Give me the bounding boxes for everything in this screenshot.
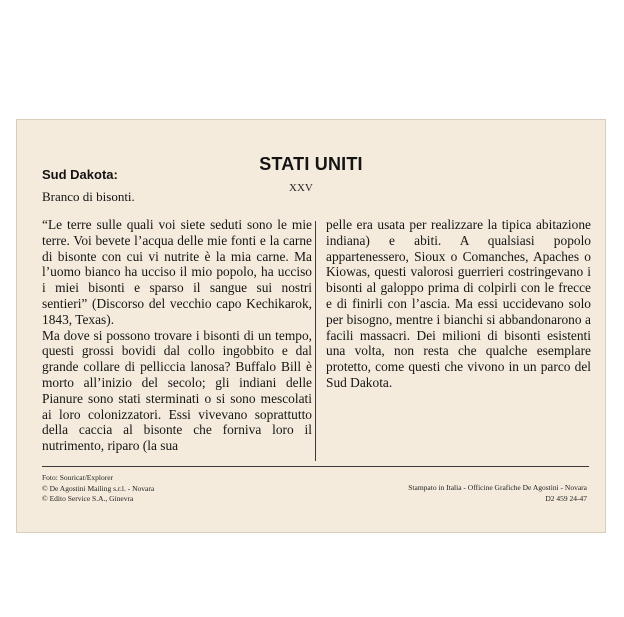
card-number: XXV xyxy=(289,182,313,194)
product-code: D2 459 24-47 xyxy=(545,493,587,503)
printer-line: Stampato in Italia - Officine Grafiche De Agostini - Novara xyxy=(408,483,587,492)
postcard-back xyxy=(16,119,606,533)
text-column-right xyxy=(326,217,591,391)
subject-caption: Branco di bisonti. xyxy=(42,189,135,204)
paragraph-continuation: pelle era usata per realizzare la tipica abitazione indiana) e abiti. A qualsiasi popolo appartenessero, Sioux o Comanches, Apaches o Kiowas, questi valorosi guerrieri costringevano i bisonti al galoppo prima di colpirli con le frecce e di finirli con l’ascia. Ma essi uccidevano solo per bisogno, mentre i bianchi si abbandonarono a facili massacri. Dei milioni di bisonti esistenti una volta, non resta che qualche esemplare protetto, come questi che vivono in un parco del Sud Dakota. xyxy=(326,217,591,390)
text-column-left xyxy=(42,217,312,454)
copyright-line-1: © De Agostini Mailing s.r.l. - Novara xyxy=(42,483,155,493)
column-divider xyxy=(315,221,316,461)
card-title: STATI UNITI xyxy=(259,154,363,174)
photo-credits xyxy=(42,473,154,505)
photo-credit: Foto: Souricat/Explorer xyxy=(42,473,114,482)
region-heading: Sud Dakota: xyxy=(42,167,118,182)
paragraph-quote: “Le terre sulle quali voi siete seduti sono le mie terre. Voi bevete l’acqua delle mie fonti e la carne di bisonte con cui vi nutrite è la mia carne. Ma l’uomo bianco ha ucciso il mio popolo, ha ucciso i miei bisonti e sparso il sangue sui nostri sentieri” (Discorso del vecchio capo Kechikarok, 1843, Texas). xyxy=(42,217,312,327)
printer-info xyxy=(408,483,587,504)
footer-rule xyxy=(42,466,589,467)
copyright-line-2: © Edito Service S.A., Ginevra xyxy=(42,494,134,503)
paragraph-body: Ma dove si possono trovare i bisonti di un tempo, questi grossi bovidi dal collo ingobbito e dal grande collare di pelliccia lanosa? Buffalo Bill è morto all’inizio del secolo; gli indiani delle Pianure sono stati sterminati o si sono mescolati ai loro colonizzatori. Essi vivevano soprattutto della caccia al bisonte che forniva loro il nutrimento, riparo (la sua xyxy=(42,327,312,454)
